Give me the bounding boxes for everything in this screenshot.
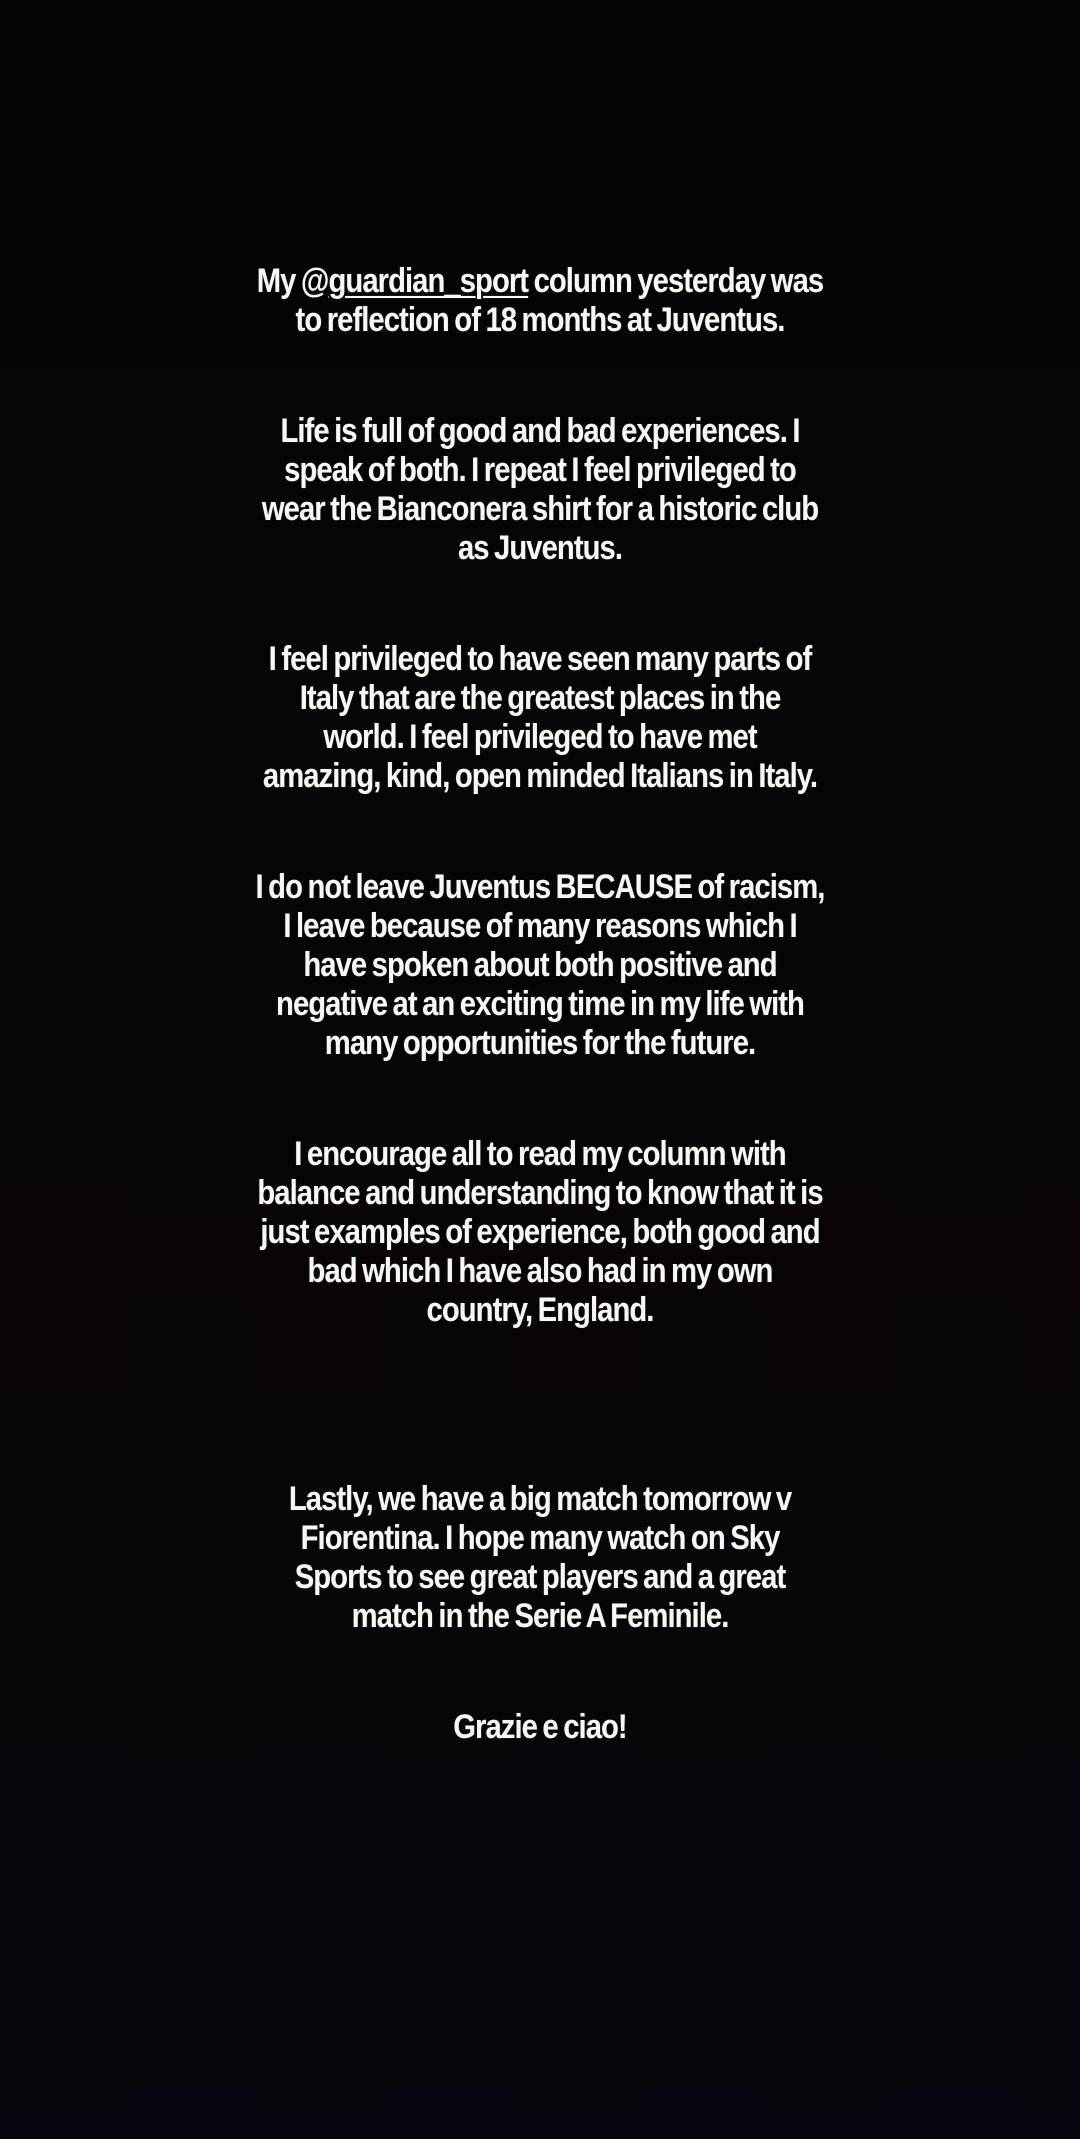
- text-segment: column yesterday was: [528, 262, 824, 300]
- text-line: Sports to see great players and a great: [294, 1558, 786, 1596]
- text-line: I encourage all to read my column with: [294, 1135, 786, 1173]
- story-text-block: [0, 262, 1080, 1747]
- text-line: I leave because of many reasons which I: [283, 907, 797, 945]
- text-line: negative at an exciting time in my life with: [276, 985, 804, 1023]
- text-line: world. I feel privileged to have met: [323, 718, 757, 756]
- text-line: many opportunities for the future.: [324, 1024, 756, 1062]
- text-line: amazing, kind, open minded Italians in Italy.: [262, 757, 818, 795]
- paragraph-gap: [0, 1063, 1080, 1135]
- text-line: I feel privileged to have seen many parts of: [268, 640, 812, 678]
- text-line: as Juventus.: [457, 529, 623, 567]
- paragraph-match: [0, 1480, 1080, 1636]
- text-line: Fiorentina. I hope many watch on Sky: [300, 1519, 780, 1557]
- text-line: I do not leave Juventus BECAUSE of racism,: [255, 868, 825, 906]
- text-line: speak of both. I repeat I feel privileged to: [284, 451, 796, 489]
- paragraph-encourage: [0, 1135, 1080, 1330]
- text-line: [76, 262, 1005, 301]
- paragraph-experiences: [0, 412, 1080, 568]
- paragraph-signoff: [0, 1708, 1080, 1747]
- paragraph-gap: [0, 796, 1080, 868]
- text-line: Lastly, we have a big match tomorrow v: [288, 1480, 792, 1518]
- paragraph-column-intro: [0, 262, 1080, 340]
- text-line: just examples of experience, both good and: [260, 1213, 820, 1251]
- text-line: have spoken about both positive and: [303, 946, 777, 984]
- text-line: bad which I have also had in my own: [307, 1252, 773, 1290]
- text-segment: My @: [256, 262, 329, 300]
- text-line: Italy that are the greatest places in the: [299, 679, 781, 717]
- text-line: wear the Bianconera shirt for a historic club: [261, 490, 819, 528]
- paragraph-italy: [0, 640, 1080, 796]
- text-line: Grazie e ciao!: [453, 1708, 627, 1746]
- mention-link-guardian-sport[interactable]: guardian_sport: [328, 262, 529, 300]
- paragraph-gap: [0, 568, 1080, 640]
- paragraph-gap-large: [0, 1330, 1080, 1480]
- text-line: Life is full of good and bad experiences. I: [280, 412, 800, 450]
- paragraph-gap: [0, 1636, 1080, 1708]
- text-line: to reflection of 18 months at Juventus.: [295, 301, 785, 339]
- paragraph-leaving: [0, 868, 1080, 1063]
- text-line: balance and understanding to know that it is: [257, 1174, 823, 1212]
- paragraph-gap: [0, 340, 1080, 412]
- text-line: country, England.: [426, 1291, 654, 1329]
- text-line: match in the Serie A Feminile.: [351, 1597, 729, 1635]
